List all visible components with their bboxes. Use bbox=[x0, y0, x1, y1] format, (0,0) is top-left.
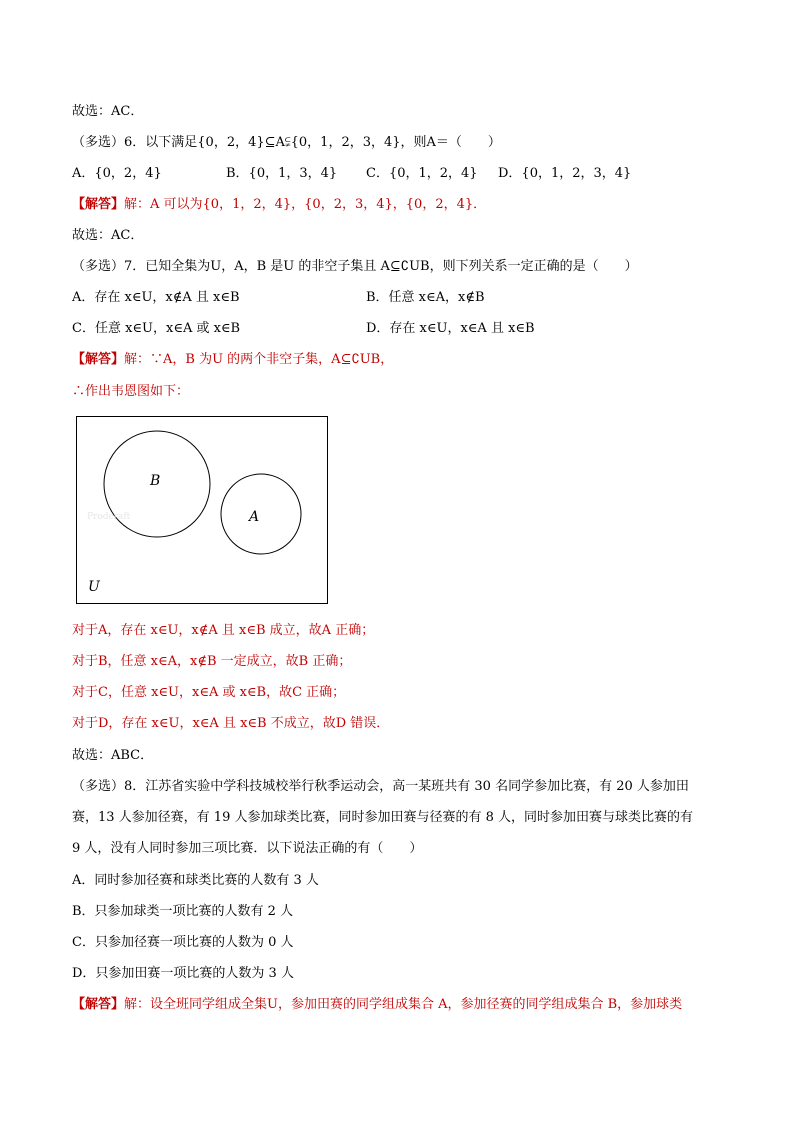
watermark: Prodcraft bbox=[87, 512, 131, 522]
question-6: （多选）6．以下满足{0，2，4}⊆A⫋{0，1，2，3，4}，则A＝（ ） bbox=[72, 135, 501, 150]
answer-7 bbox=[72, 352, 393, 368]
question-8-cont: 9 人，没有人同时参加三项比赛．以下说法正确的有（ ） bbox=[72, 841, 423, 856]
answer-text: 解：∵A，B 为U 的两个非空子集，A⊆∁UB， bbox=[124, 352, 394, 367]
answer-8 bbox=[72, 997, 682, 1013]
option-b: B．{0，1，3，4} bbox=[226, 166, 338, 181]
text-line: 故选：AC． bbox=[72, 228, 144, 243]
answer-text: 解：A 可以为{0，1，2，4}，{0，2，3，4}，{0，2，4}． bbox=[124, 197, 487, 212]
option-d: D．只参加田赛一项比赛的人数为 3 人 bbox=[72, 966, 294, 981]
option-b: B．任意 x∈A，x∉B bbox=[366, 290, 485, 305]
text-line: 故选：AC． bbox=[72, 104, 144, 119]
option-a: A．同时参加径赛和球类比赛的人数有 3 人 bbox=[72, 873, 319, 888]
question-7: （多选）7．已知全集为U，A，B 是U 的非空子集且 A⊆∁UB，则下列关系一定正确的是（ ） bbox=[72, 259, 638, 274]
question-8-cont: 赛，13 人参加径赛，有 19 人参加球类比赛，同时参加田赛与径赛的有 8 人，同时参加田赛与球类比赛的有 bbox=[72, 810, 694, 825]
label-a: A bbox=[249, 509, 260, 525]
venn-diagram bbox=[76, 416, 328, 604]
option-a: A．{0，2，4} bbox=[72, 166, 162, 181]
text-line: 对于D，存在 x∈U，x∈A 且 x∈B 不成立，故D 错误． bbox=[72, 716, 390, 731]
answer-tag: 【解答】 bbox=[72, 997, 125, 1012]
option-b: B．只参加球类一项比赛的人数有 2 人 bbox=[72, 904, 294, 919]
text-line: 对于A，存在 x∈U，x∉A 且 x∈B 成立，故A 正确； bbox=[72, 623, 375, 638]
answer-6 bbox=[72, 197, 486, 213]
option-d: D．存在 x∈U，x∈A 且 x∈B bbox=[366, 321, 535, 336]
circle-a bbox=[221, 474, 301, 554]
answer-tag: 【解答】 bbox=[72, 352, 125, 367]
question-8: （多选）8．江苏省实验中学科技城校举行秋季运动会，高一某班共有 30 名同学参加比赛，有 20 人参加田 bbox=[72, 779, 689, 794]
label-u: U bbox=[88, 579, 100, 595]
option-a: A．存在 x∈U，x∉A 且 x∈B bbox=[72, 290, 240, 305]
answer-tag: 【解答】 bbox=[72, 197, 125, 212]
text-line: 故选：ABC． bbox=[72, 748, 154, 763]
option-c: C．{0，1，2，4} bbox=[366, 166, 478, 181]
option-c: C．任意 x∈U，x∈A 或 x∈B bbox=[72, 321, 241, 336]
option-c: C．只参加径赛一项比赛的人数为 0 人 bbox=[72, 935, 294, 950]
text-line: ∴作出韦恩图如下： bbox=[72, 384, 190, 399]
option-d: D．{0，1，2，3，4} bbox=[498, 166, 632, 181]
label-b: B bbox=[150, 473, 161, 489]
text-line: 对于B，任意 x∈A，x∉B 一定成立，故B 正确； bbox=[72, 654, 352, 669]
answer-text: 解：设全班同学组成全集U，参加田赛的同学组成集合 A，参加径赛的同学组成集合 B，参加球类 bbox=[124, 997, 683, 1012]
venn-svg bbox=[77, 417, 329, 605]
text-line: 对于C，任意 x∈U，x∈A 或 x∈B，故C 正确； bbox=[72, 685, 346, 700]
